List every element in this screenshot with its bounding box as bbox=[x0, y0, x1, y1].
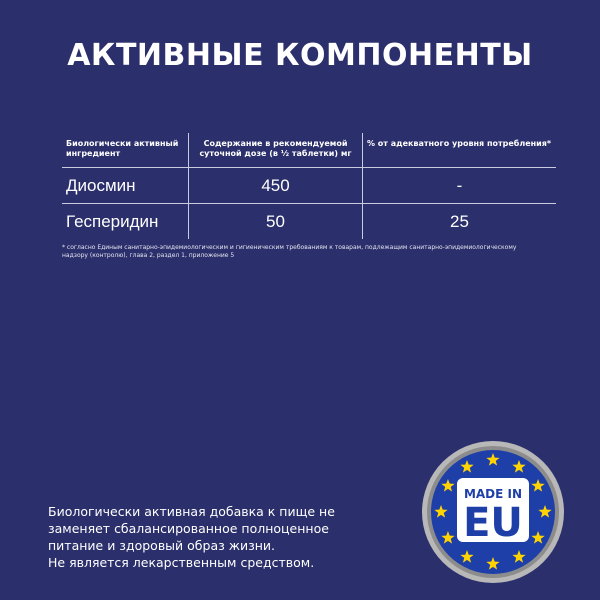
disclaimer-line: заменяет сбалансированное полноценное bbox=[48, 521, 329, 536]
badge-line1: MADE IN bbox=[463, 487, 523, 501]
table-row bbox=[62, 168, 556, 204]
cell-dose: 50 bbox=[189, 204, 363, 240]
header-dose: Содержание в рекомендуемой суточной дозе (в ½ таблетки) мг bbox=[189, 133, 363, 168]
header-percent: % от адекватного уровня потребления* bbox=[363, 133, 557, 168]
ingredients-table bbox=[62, 133, 556, 239]
header-ingredient: Биологически активный ингредиент bbox=[62, 133, 189, 168]
cell-ingredient-name: Диосмин bbox=[62, 168, 189, 204]
disclaimer bbox=[48, 503, 368, 571]
made-in-eu-badge bbox=[421, 440, 565, 584]
cell-dose: 450 bbox=[189, 168, 363, 204]
disclaimer-line: Биологически активная добавка к пище не bbox=[48, 504, 335, 519]
disclaimer-line: питание и здоровый образ жизни. bbox=[48, 538, 276, 553]
disclaimer-line: Не является лекарственным средством. bbox=[48, 555, 315, 570]
footnote: * согласно Единым санитарно-эпидемиологическим и гигиеническим требованиям к товарам, подлежащим санитарно-эпидемиологическому надзору (контролю), глава 2, раздел 1, приложение 5 bbox=[62, 244, 517, 259]
badge-line2: EU bbox=[463, 500, 523, 546]
cell-percent: 25 bbox=[363, 204, 557, 240]
cell-percent: - bbox=[363, 168, 557, 204]
table-row bbox=[62, 204, 556, 240]
table-header-row bbox=[62, 133, 556, 168]
cell-ingredient-name: Гесперидин bbox=[66, 211, 159, 231]
page-title: АКТИВНЫЕ КОМПОНЕНТЫ bbox=[67, 38, 533, 73]
